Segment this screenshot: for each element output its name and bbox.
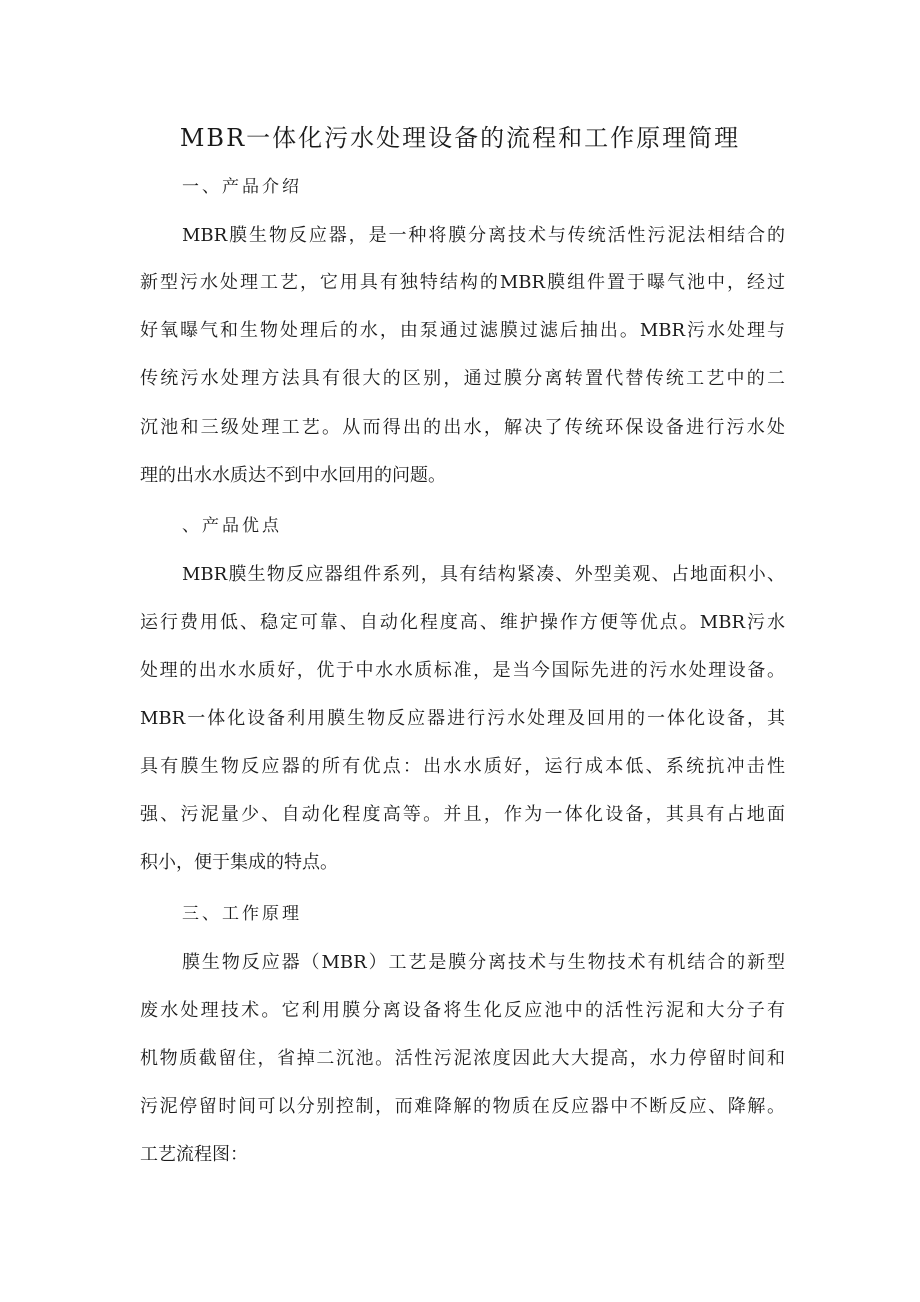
paragraph-line: 废水处理技术。它利用膜分离设备将生化反应池中的活性污泥和大分子有 xyxy=(140,1000,785,1021)
paragraph-line: MBR一体化设备利用膜生物反应器进行污水处理及回用的一体化设备，其 xyxy=(140,708,785,729)
paragraph-line: 处理的出水水质好，优于中水水质标准，是当今国际先进的污水处理设备。 xyxy=(140,660,785,681)
paragraph-line: MBR膜生物反应器，是一种将膜分离技术与传统活性污泥法相结合的 xyxy=(182,225,785,246)
section-heading-working-principle: 三、工作原理 xyxy=(182,904,302,924)
paragraph-line: 膜生物反应器（MBR）工艺是膜分离技术与生物技术有机结合的新型 xyxy=(182,952,785,973)
paragraph-line: 理的出水水质达不到中水回用的问题。 xyxy=(140,465,446,486)
paragraph-line: 传统污水处理方法具有很大的区别，通过膜分离转置代替传统工艺中的二 xyxy=(140,368,785,389)
section-heading-product-intro: 一、产品介绍 xyxy=(182,177,302,197)
paragraph-line: 工艺流程图： xyxy=(140,1144,248,1165)
paragraph-line: 强、污泥量少、自动化程度高等。并且，作为一体化设备，其具有占地面 xyxy=(140,804,785,825)
document-title: MBR一体化污水处理设备的流程和工作原理简理 xyxy=(179,124,741,152)
paragraph-line: 污泥停留时间可以分别控制，而难降解的物质在反应器中不断反应、降解。 xyxy=(140,1096,785,1117)
paragraph-line: 运行费用低、稳定可靠、自动化程度高、维护操作方便等优点。MBR污水 xyxy=(140,612,785,633)
paragraph-line: MBR膜生物反应器组件系列，具有结构紧凑、外型美观、占地面积小、 xyxy=(182,564,785,585)
paragraph-line: 具有膜生物反应器的所有优点：出水水质好，运行成本低、系统抗冲击性 xyxy=(140,756,785,777)
paragraph-line: 新型污水处理工艺，它用具有独特结构的MBR膜组件置于曝气池中，经过 xyxy=(140,272,785,293)
paragraph-line: 好氧曝气和生物处理后的水，由泵通过滤膜过滤后抽出。MBR污水处理与 xyxy=(140,320,785,341)
paragraph-line: 机物质截留住，省掉二沉池。活性污泥浓度因此大大提高，水力停留时间和 xyxy=(140,1048,785,1069)
paragraph-line: 沉池和三级处理工艺。从而得出的出水，解决了传统环保设备进行污水处 xyxy=(140,417,785,438)
section-heading-product-advantages: 、产品优点 xyxy=(182,516,282,536)
paragraph-line: 积小，便于集成的特点。 xyxy=(140,852,338,873)
